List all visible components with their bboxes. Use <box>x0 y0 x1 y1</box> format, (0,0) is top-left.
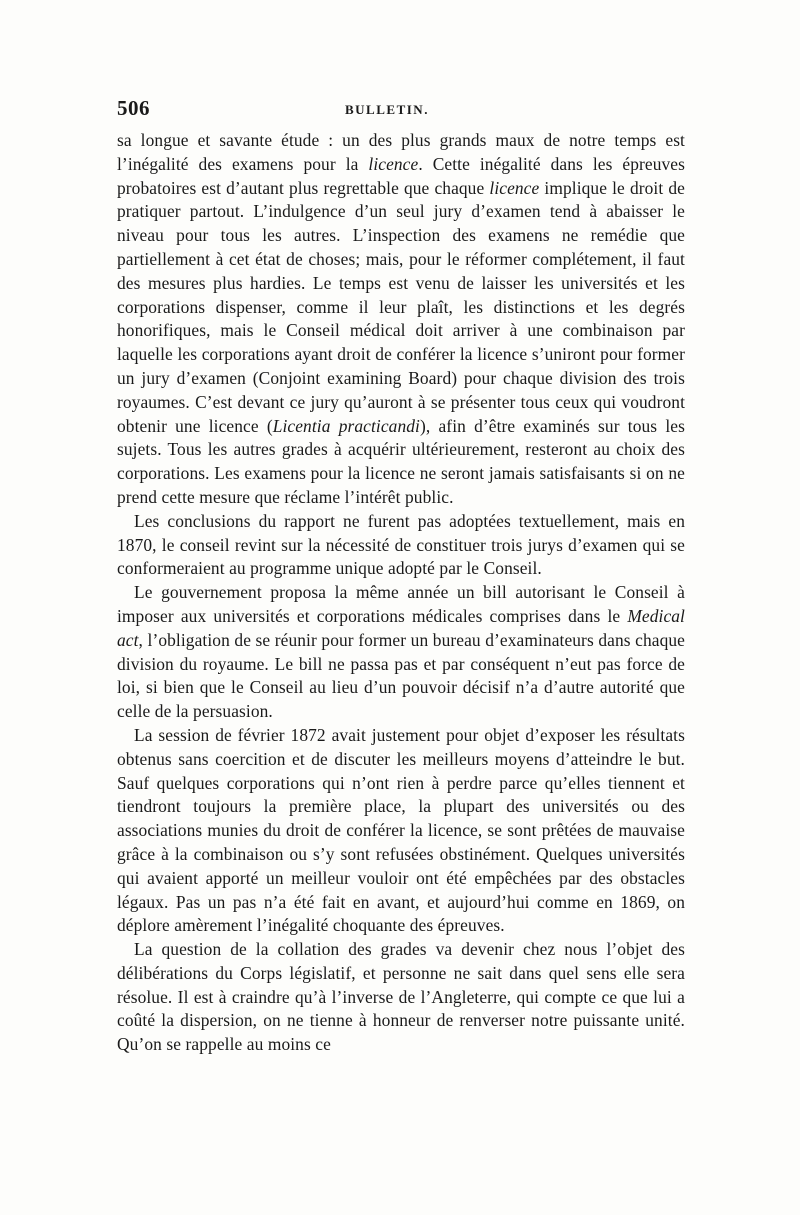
paragraph-3-medical-act-italic: Medical act <box>117 605 685 650</box>
paragraph-3 <box>117 581 685 724</box>
page-header <box>117 96 687 126</box>
paragraph-1-line-1: sa longue et savante étude : un des plus grands maux de notre temps <box>117 130 657 150</box>
paragraph-1-licentia-italic: Licentia practicandi <box>272 415 420 436</box>
paragraph-1-text-d: ), afin d’être examinés sur tous les sujets. Tous les autres grades à acquérir ultérieurement, resteront au choix des corporations. Les examens pour la licence ne seront jamais satisfaisants si on ne prend cette mesure que réclame l’intérêt public. <box>117 415 685 507</box>
paragraph-3-text-b: , l’obligation de se réunir pour former un bureau d’examinateurs dans chaque division du royaume. Le bill ne passa pas et par conséquent n’eut pas force de loi, si bien que le Conseil au lieu d’un pouvoir décisif n’a d’autre autorité que celle de la persuasion. <box>117 629 685 722</box>
paragraph-1-text-b: . Cette inégalité dans les épreuves probatoires est d’autant plus regrettable que chaque <box>117 153 685 198</box>
paragraph-3-text-a: Le gouvernement proposa la même année un bill autorisant le Conseil à imposer aux universités et corporations médicales comprises dans le <box>117 582 685 626</box>
paragraph-1-text-c: implique le droit de pratiquer partout. L’indulgence d’un seul jury d’examen tend à abaisser le niveau pour tous les autres. L’inspection des examens ne remédie que partiellement à cet état de choses; mais, pour le réformer complétement, il faut des mesures plus hardies. Le temps est venu de laisser les universités et les corporations dispenser, comme il leur plaît, les distinctions et les degrés honorifiques, mais le Conseil médical doit arriver à une combinaison par laquelle les corporations ayant droit de conférer la licence s’uniront pour former un jury d’examen (Conjoint examining Board) pour chaque division des trois royaumes. C’est devant ce jury qu’auront à se présenter tous ceux qui voudront obtenir une licence ( <box>117 177 685 436</box>
running-title: BULLETIN. <box>345 102 429 117</box>
paragraph-5: La question de la collation des grades va devenir chez nous l’objet des délibérations du Corps législatif, et personne ne sait dans quel sens elle sera résolue. Il est à craindre qu’à l’inverse de l’Angleterre, qui compte ce que lui a coûté la dispersion, on ne tienne à honneur de renverser notre puissante unité. Qu’on se rappelle au moins ce <box>117 939 685 1055</box>
paragraph-1-licence-italic-1: licence <box>368 153 419 174</box>
body-text <box>117 129 685 1057</box>
paragraph-2: Les conclusions du rapport ne furent pas adoptées textuellement, mais en 1870, le conseil revint sur la nécessité de constituer trois jurys d’examen qui se conformeraient au programme unique adopté par le Conseil. <box>117 510 685 579</box>
page-number: 506 <box>117 96 150 120</box>
paragraph-4: La session de février 1872 avait justement pour objet d’exposer les résultats obtenus sans coercition et de discuter les meilleurs moyens d’atteindre le but. Sauf quelques corporations qui n’ont rien à perdre parce qu’elles tiennent et tiendront toujours la première place, la plupart des universités ou des associations munies du droit de conférer la licence, se sont prêtées de mauvaise grâce à la combinaison ou s’y sont refusées obstinément. Quelques universités qui avaient apporté un meilleur vouloir ont été empêchées par des obstacles légaux. Pas un pas n’a été fait en avant, et aujourd’hui comme en 1869, on déplore amèrement l’inégalité choquante des épreuves. <box>117 724 685 936</box>
paragraph-1-licence-italic-2: licence <box>489 177 540 198</box>
paragraph-1-text-a: est l’inégalité des examens pour la <box>117 130 685 174</box>
paragraph-1 <box>117 129 685 510</box>
